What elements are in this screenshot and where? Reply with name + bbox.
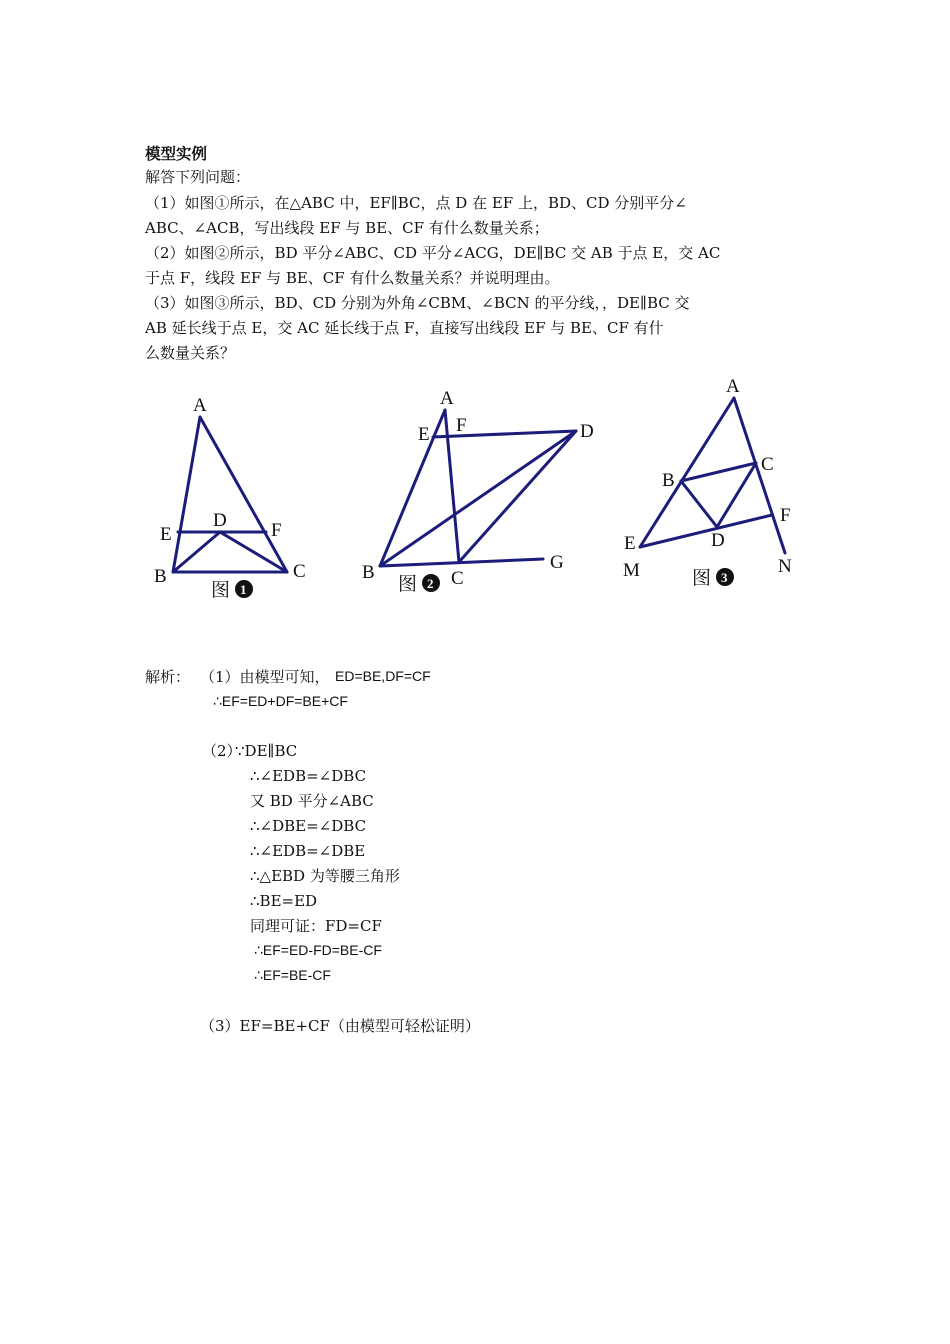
point-label-e: E <box>418 424 430 445</box>
solution-step: 同理可证：FD=CF <box>250 917 382 935</box>
figure-caption: 图 <box>211 580 231 601</box>
solution-step: ∴BE=ED <box>250 892 318 910</box>
point-label-f: F <box>780 505 791 526</box>
solution-part1-prefix: （1）由模型可知， <box>200 668 330 686</box>
problem-line: （3）如图③所示，BD、CD 分别为外角∠CBM、∠BCN 的平分线，，DE∥BC 交 <box>145 294 690 312</box>
geometry-figures <box>0 370 950 610</box>
point-label-e: E <box>624 533 636 554</box>
segment-ac <box>200 417 287 572</box>
point-label-c: C <box>293 561 306 582</box>
point-label-d: D <box>580 421 594 442</box>
problem-intro: 解答下列问题： <box>145 168 251 186</box>
solution-part2-prefix: （2） <box>202 742 242 760</box>
segment-an <box>734 398 785 553</box>
point-label-f: F <box>456 415 467 436</box>
solution-step: ∴∠EDB=∠DBC <box>250 767 367 785</box>
point-label-m: M <box>623 560 640 581</box>
segment-cd <box>717 463 756 527</box>
solution-step: ∴∠DBE=∠DBC <box>250 817 367 835</box>
section-heading: 模型实例 <box>145 145 208 163</box>
point-label-n: N <box>778 556 792 577</box>
point-label-a: A <box>726 376 740 397</box>
segment-cd <box>459 431 576 562</box>
problem-line: ABC、∠ACB，写出线段 EF 与 BE、CF 有什么数量关系； <box>145 219 549 237</box>
solution-label: 解析： <box>145 668 191 686</box>
figure-number: 2 <box>427 576 434 591</box>
figure-caption: 图 <box>398 574 418 595</box>
figure-number: 1 <box>240 582 247 597</box>
point-label-b: B <box>154 566 167 587</box>
figure-2 <box>362 388 594 595</box>
solution-step: ∴∠EDB=∠DBE <box>250 842 366 860</box>
segment-ab <box>173 417 200 572</box>
point-label-b: B <box>662 470 675 491</box>
point-label-c: C <box>761 454 774 475</box>
point-label-c: C <box>451 568 464 589</box>
figure-number: 3 <box>721 570 728 585</box>
figure-caption: 图 <box>692 568 712 589</box>
point-label-e: E <box>160 524 172 545</box>
figure-1 <box>154 395 306 601</box>
point-label-a: A <box>193 395 207 416</box>
segment-ed <box>433 431 576 437</box>
problem-line: 于点 F，线段 EF 与 BE、CF 有什么数量关系？并说明理由。 <box>145 269 560 287</box>
point-label-d: D <box>711 530 725 551</box>
point-label-a: A <box>440 388 454 409</box>
solution-part1-eq: ED=BE,DF=CF <box>335 668 431 684</box>
figure-3 <box>623 376 792 589</box>
segment-ef <box>640 515 772 547</box>
solution-step: ∴EF=BE-CF <box>254 967 331 983</box>
solution-step: ∴EF=ED-FD=BE-CF <box>254 942 382 958</box>
point-label-f: F <box>271 520 282 541</box>
point-label-d: D <box>213 510 227 531</box>
problem-line: AB 延长线于点 E，交 AC 延长线于点 F，直接写出线段 EF 与 BE、CF 有什 <box>145 319 664 337</box>
point-label-g: G <box>550 552 564 573</box>
solution-step: ∵DE∥BC <box>235 742 298 760</box>
segment-bd <box>681 481 717 527</box>
solution-part1-conclusion: ∴EF=ED+DF=BE+CF <box>213 693 348 709</box>
solution-part3: （3）EF=BE+CF（由模型可轻松证明） <box>200 1017 480 1035</box>
solution-step: ∴△EBD 为等腰三角形 <box>250 867 400 885</box>
point-label-b: B <box>362 562 375 583</box>
problem-line: （2）如图②所示，BD 平分∠ABC、CD 平分∠ACG，DE∥BC 交 AB 于点 E，交 AC <box>145 244 721 262</box>
solution-step: 又 BD 平分∠ABC <box>250 792 374 810</box>
problem-line: 么数量关系？ <box>145 344 236 362</box>
problem-line: （1）如图①所示，在△ABC 中，EF∥BC，点 D 在 EF 上，BD、CD 分别平分∠ <box>145 194 687 212</box>
